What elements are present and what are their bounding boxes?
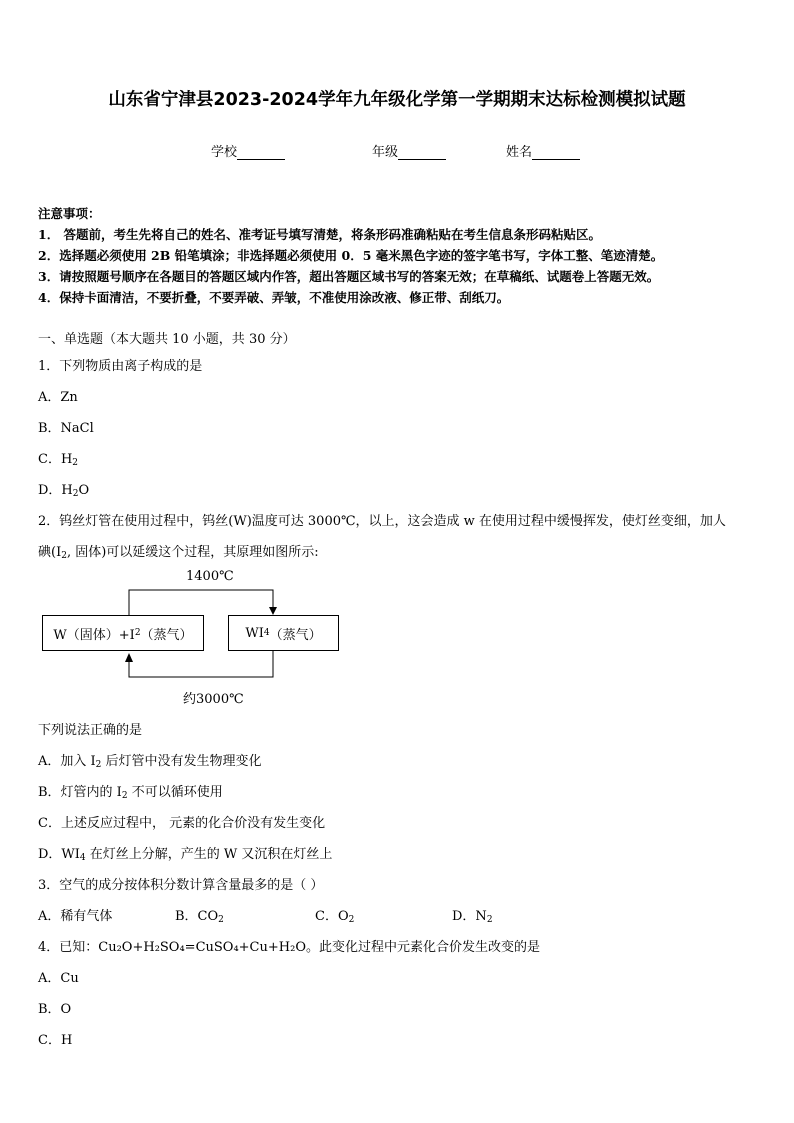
q2-option-d[interactable]	[38, 843, 332, 862]
bottom-temperature: 约3000℃	[183, 692, 244, 707]
product-box: WI 4 （蒸气）	[228, 615, 339, 651]
q2-a-sub: 2	[95, 760, 102, 770]
q1-d-sub: 2	[72, 489, 79, 499]
q2-line2-pre: 碘(I	[38, 545, 62, 560]
q2-option-a[interactable]	[38, 750, 262, 769]
q3-option-d[interactable]	[452, 905, 493, 924]
q1-c-sub: 2	[72, 458, 79, 468]
q2-option-b[interactable]	[38, 781, 223, 800]
q3-d-sub: 2	[486, 915, 493, 925]
notice-item: 1． 答题前，考生先将自己的姓名、准考证号填写清楚，将条形码准确粘贴在考生信息条形码粘贴区。	[38, 227, 602, 242]
q3-b-sub: 2	[218, 915, 224, 925]
notice-block	[38, 203, 663, 308]
q4-stem: 4．已知：Cu₂O+H₂SO₄=CuSO₄+Cu+H₂O。此变化过程中元素化合价发生改变的是	[38, 940, 540, 955]
notice-item: 4．保持卡面清洁，不要折叠，不要弄破、弄皱，不准使用涂改液、修正带、刮纸刀。	[38, 290, 510, 305]
school-label: 学校	[211, 145, 238, 160]
top-temperature: 1400℃	[186, 569, 234, 584]
q3-option-b[interactable]	[175, 905, 224, 924]
q1-option-d[interactable]	[38, 479, 89, 498]
reaction-diagram	[0, 560, 794, 710]
q1-stem: 1．下列物质由离子构成的是	[38, 359, 203, 374]
q4-option-b[interactable]: B．O	[38, 1002, 72, 1017]
q4-option-c[interactable]: C．H	[38, 1033, 73, 1048]
reactant-box: W（固体）+I 2 （蒸气）	[42, 615, 204, 651]
q2-d-text: D．WI	[38, 847, 80, 862]
product-text: WI	[245, 625, 264, 641]
q3-c-text: C．O	[315, 909, 349, 924]
q4-option-a[interactable]: A．Cu	[38, 971, 79, 986]
q2-b-post: 不可以循环使用	[127, 785, 223, 800]
q2-line2-post: , 固体)可以延缓这个过程，其原理如图所示:	[66, 545, 319, 560]
q2-a-text: A．加入 I	[38, 754, 96, 769]
grade-field[interactable]	[372, 141, 446, 160]
top-arrow	[129, 590, 273, 615]
name-field[interactable]	[506, 141, 580, 160]
q1-option-b[interactable]: B．NaCl	[38, 421, 94, 436]
q1-d-text: D．H	[38, 483, 73, 498]
notice-item: 3．请按照题号顺序在各题目的答题区域内作答，超出答题区域书写的答案无效；在草稿纸、试题卷上答题无效。	[38, 269, 660, 284]
q3-option-a[interactable]: A．稀有气体	[38, 909, 113, 924]
school-field[interactable]	[211, 141, 285, 160]
grade-label: 年级	[372, 145, 399, 160]
notice-item: 2．选择题必须使用 2B 铅笔填涂；非选择题必须使用 0．5 毫米黑色字迹的签字笔书写，字体工整、笔迹清楚。	[38, 248, 664, 263]
reactant-text: W（固体）+I	[53, 627, 135, 643]
q3-option-c[interactable]	[315, 905, 354, 924]
q3-d-text: D．N	[452, 909, 487, 924]
q2-option-c[interactable]: C．上述反应过程中， 元素的化合价没有发生变化	[38, 816, 326, 831]
q3-stem: 3．空气的成分按体积分数计算含量最多的是（ ）	[38, 878, 324, 893]
q2-line2-sub: 2	[61, 551, 67, 561]
q2-d-post: 在灯丝上分解，产生的 W 又沉积在灯丝上	[85, 847, 333, 862]
q2-prompt: 下列说法正确的是	[38, 723, 143, 738]
q3-b-text: B．CO	[175, 909, 219, 924]
product-post: （蒸气）	[269, 627, 322, 643]
q2-b-sub: 2	[121, 791, 128, 801]
q1-option-a[interactable]: A．Zn	[38, 390, 78, 405]
bottom-arrow	[129, 651, 273, 677]
q1-c-text: C．H	[38, 452, 73, 467]
q2-stem-line1: 2．钨丝灯管在使用过程中，钨丝(W)温度可达 3000℃，以上，这会造成 w 在使用过程中缓慢挥发，使灯丝变细，加人	[38, 514, 726, 529]
name-label: 姓名	[506, 145, 533, 160]
q3-c-sub: 2	[348, 915, 355, 925]
school-blank[interactable]	[237, 147, 285, 160]
q2-d-sub: 4	[79, 853, 86, 863]
q1-d-post: O	[78, 483, 90, 498]
q2-b-text: B．灯管内的 I	[38, 785, 122, 800]
grade-blank[interactable]	[398, 147, 446, 160]
reactant-post: （蒸气）	[140, 627, 193, 643]
section-heading: 一、单选题（本大题共 10 小题，共 30 分）	[38, 332, 296, 347]
q2-stem-line2	[38, 541, 319, 560]
q1-option-c[interactable]	[38, 448, 78, 467]
name-blank[interactable]	[532, 147, 580, 160]
notice-heading: 注意事项：	[38, 206, 101, 221]
page-title: 山东省宁津县2023-2024学年九年级化学第一学期期末达标检测模拟试题	[108, 90, 686, 110]
q2-a-post: 后灯管中没有发生物理变化	[101, 754, 262, 769]
